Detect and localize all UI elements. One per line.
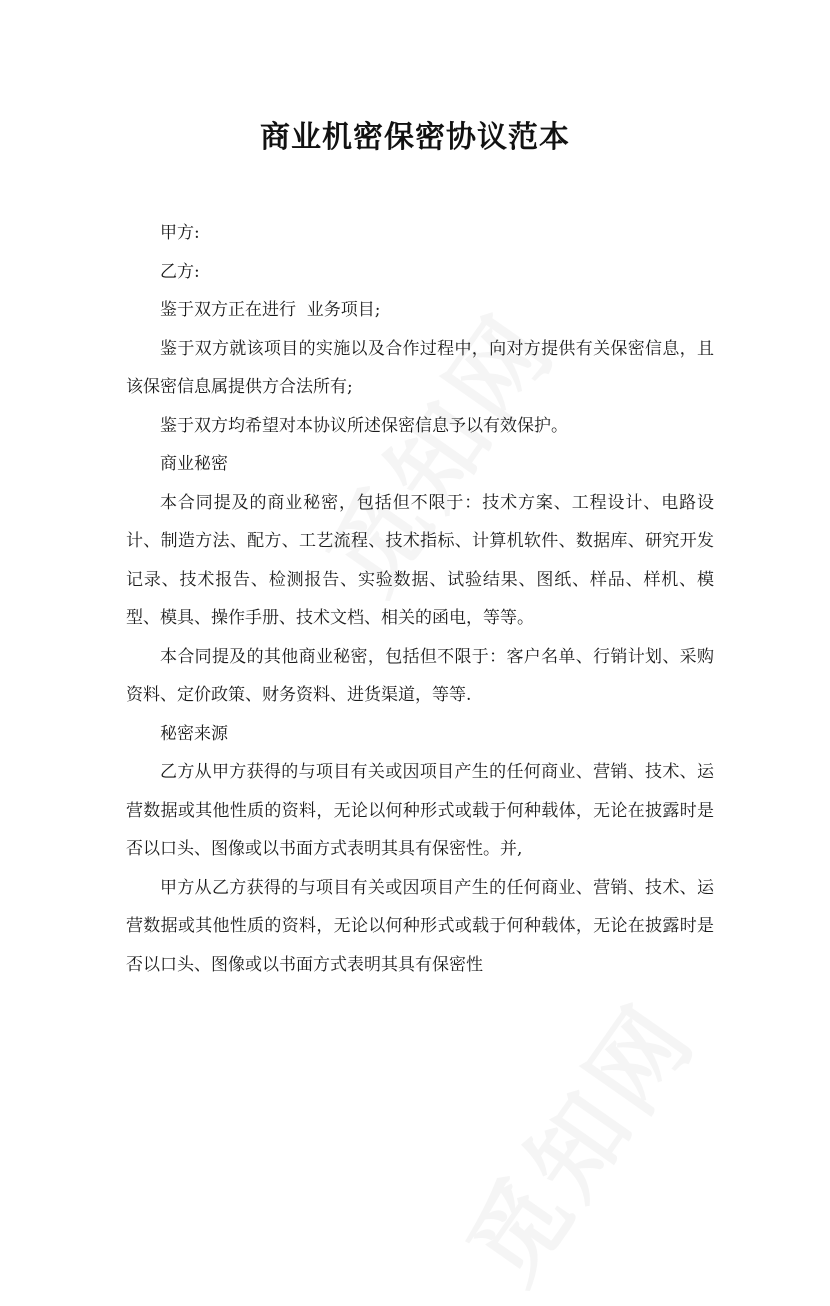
section-heading-secret-source: 秘密来源 (160, 723, 228, 744)
secret-source-party-a: 甲方从乙方获得的与项目有关或因项目产生的任何商业、营销、技术、运营数据或其他性质的资料，无论以何种形式或载于何种载体，无论在披露时是否以口头、图像或以书面方式表明其具有保密性 (126, 877, 714, 975)
party-b-line: 乙方: (160, 261, 200, 282)
secret-source-party-b: 乙方从甲方获得的与项目有关或因项目产生的任何商业、营销、技术、运营数据或其他性质的资料，无论以何种形式或载于何种载体，无论在披露时是否以口头、图像或以书面方式表明其具有保密性。并, (126, 762, 714, 859)
section-heading-trade-secret: 商业秘密 (160, 454, 228, 474)
trade-secret-definition: 本合同提及的商业秘密，包括但不限于：技术方案、工程设计、电路设计、制造方法、配方、工艺流程、技术指标、计算机软件、数据库、研究开发记录、技术报告、检测报告、实验数据、试验结果、图纸、样品、样机、模型、模具、操作手册、技术文档、相关的函电，等等。 (126, 492, 714, 628)
recital-3: 鉴于双方均希望对本协议所述保密信息予以有效保护。 (160, 415, 568, 436)
other-trade-secret-definition: 本合同提及的其他商业秘密，包括但不限于：客户名单、行销计划、采购资料、定价政策、财务资料、进货渠道，等等. (126, 646, 714, 705)
party-a-line: 甲方: (160, 223, 200, 243)
page-title: 商业机密保密协议范本 (260, 120, 570, 155)
recital-1: 鉴于双方正在进行 业务项目; (160, 300, 381, 320)
recital-2: 鉴于双方就该项目的实施以及合作过程中，向对方提供有关保密信息，且该保密信息属提供方合法所有; (126, 338, 714, 397)
document-body (126, 214, 714, 984)
watermark (430, 971, 721, 1305)
